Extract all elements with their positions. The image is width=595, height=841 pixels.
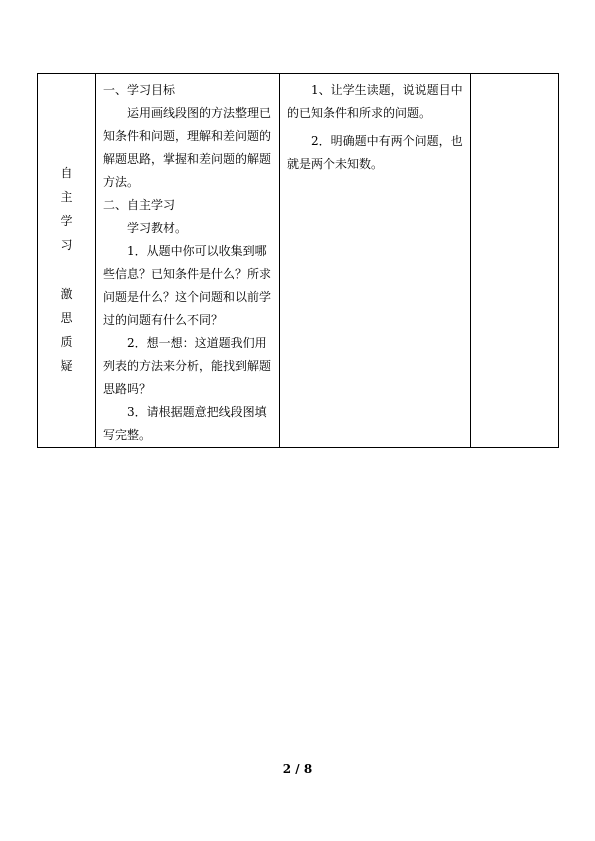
section-label-char: 质 bbox=[60, 335, 73, 349]
guidance-point-2: 2．明确题中有两个问题，也就是两个未知数。 bbox=[287, 134, 463, 171]
section-label-char: 思 bbox=[60, 311, 73, 325]
question-2: 2．想一想：这道题我们用列表的方法来分析，能找到解题思路吗？ bbox=[103, 336, 272, 396]
table-row bbox=[38, 74, 559, 448]
section-label bbox=[38, 161, 95, 378]
page-number: 2 / 8 bbox=[282, 762, 313, 776]
section-label-char: 激 bbox=[60, 287, 73, 301]
self-study-heading: 二、自主学习 bbox=[103, 198, 176, 212]
guidance-point-1: 1、让学生读题，说说题目中的已知条件和所求的问题。 bbox=[287, 83, 463, 120]
self-study-intro: 学习教材。 bbox=[127, 221, 188, 235]
question-3: 3．请根据题意把线段图填写完整。 bbox=[103, 405, 267, 442]
section-label-char: 习 bbox=[60, 238, 73, 252]
section-label-char: 自 bbox=[60, 166, 73, 180]
section-label-cell bbox=[38, 74, 96, 448]
learning-goals-text: 运用画线段图的方法整理已知条件和问题，理解和差问题的解题思路，掌握和差问题的解题方法。 bbox=[103, 106, 272, 189]
section-label-char: 疑 bbox=[60, 359, 73, 373]
notes-cell bbox=[471, 74, 559, 448]
learning-goals-heading: 一、学习目标 bbox=[103, 83, 176, 97]
student-activity-cell bbox=[96, 74, 280, 448]
question-1: 1．从题中你可以收集到哪些信息？已知条件是什么？所求问题是什么？这个问题和以前学过的问题有什么不同？ bbox=[103, 244, 272, 327]
lesson-plan-table bbox=[37, 73, 559, 448]
section-label-char: 主 bbox=[60, 190, 73, 204]
section-label-char: 学 bbox=[60, 214, 73, 228]
teacher-guidance-cell bbox=[280, 74, 471, 448]
